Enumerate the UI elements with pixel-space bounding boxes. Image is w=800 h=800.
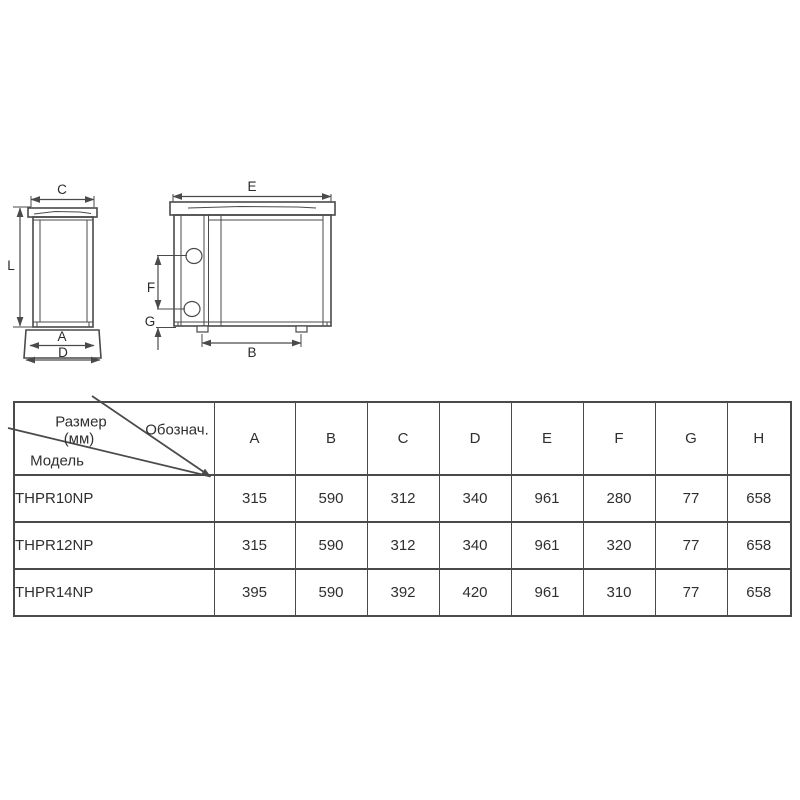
corner-label-unit: (мм) xyxy=(63,430,95,448)
side-view-drawing xyxy=(7,182,101,360)
corner-label-model: Модель xyxy=(30,452,84,470)
column-header-e: E xyxy=(511,402,583,475)
value-cell: 315 xyxy=(214,522,295,569)
value-cell: 590 xyxy=(295,569,367,616)
dimensions-table xyxy=(13,401,792,617)
value-cell: 392 xyxy=(367,569,439,616)
dim-label-e: E xyxy=(247,179,257,194)
dim-g xyxy=(145,314,176,350)
column-header-f: F xyxy=(583,402,655,475)
column-header-g: G xyxy=(655,402,727,475)
dim-label-a: A xyxy=(57,329,67,344)
value-cell: 961 xyxy=(511,475,583,522)
dim-label-f: F xyxy=(146,280,156,295)
column-header-b: B xyxy=(295,402,367,475)
value-cell: 280 xyxy=(583,475,655,522)
value-cell: 320 xyxy=(583,522,655,569)
value-cell: 590 xyxy=(295,475,367,522)
column-header-c: C xyxy=(367,402,439,475)
value-cell: 312 xyxy=(367,475,439,522)
corner-label-size: Размер xyxy=(55,413,107,431)
column-header-a: A xyxy=(214,402,295,475)
value-cell: 340 xyxy=(439,522,511,569)
column-header-h: H xyxy=(727,402,791,475)
value-cell: 658 xyxy=(727,475,791,522)
value-cell: 77 xyxy=(655,475,727,522)
value-cell: 395 xyxy=(214,569,295,616)
value-cell: 420 xyxy=(439,569,511,616)
value-cell: 590 xyxy=(295,522,367,569)
side-view-body xyxy=(33,217,93,327)
table-header-row xyxy=(14,402,791,475)
model-name: THPR12NP xyxy=(14,522,214,569)
value-cell: 961 xyxy=(511,569,583,616)
value-cell: 77 xyxy=(655,522,727,569)
value-cell: 340 xyxy=(439,475,511,522)
table-row xyxy=(14,475,791,522)
column-header-d: D xyxy=(439,402,511,475)
value-cell: 961 xyxy=(511,522,583,569)
value-cell: 315 xyxy=(214,475,295,522)
dim-a xyxy=(30,329,94,346)
dim-label-g: G xyxy=(144,314,156,329)
table-row xyxy=(14,522,791,569)
front-view-foot-left xyxy=(197,326,208,332)
dim-l xyxy=(7,207,33,327)
front-view-foot-right xyxy=(296,326,307,332)
model-name: THPR10NP xyxy=(14,475,214,522)
dim-label-d: D xyxy=(58,345,68,360)
pipe-connection-bottom xyxy=(184,302,200,317)
front-view-drawing xyxy=(145,179,335,360)
pipe-connection-top xyxy=(186,249,202,264)
dim-b xyxy=(202,334,301,360)
dim-label-b: B xyxy=(247,345,257,360)
value-cell: 312 xyxy=(367,522,439,569)
model-name: THPR14NP xyxy=(14,569,214,616)
dim-label-c: C xyxy=(57,182,67,197)
dim-label-l: L xyxy=(7,258,15,273)
dim-c xyxy=(31,182,94,207)
dim-e xyxy=(173,179,331,202)
value-cell: 658 xyxy=(727,569,791,616)
corner-cell xyxy=(14,402,214,475)
value-cell: 658 xyxy=(727,522,791,569)
value-cell: 310 xyxy=(583,569,655,616)
corner-label-designation: Обознач. xyxy=(145,421,209,439)
value-cell: 77 xyxy=(655,569,727,616)
table-row xyxy=(14,569,791,616)
front-view-cap xyxy=(170,202,335,215)
